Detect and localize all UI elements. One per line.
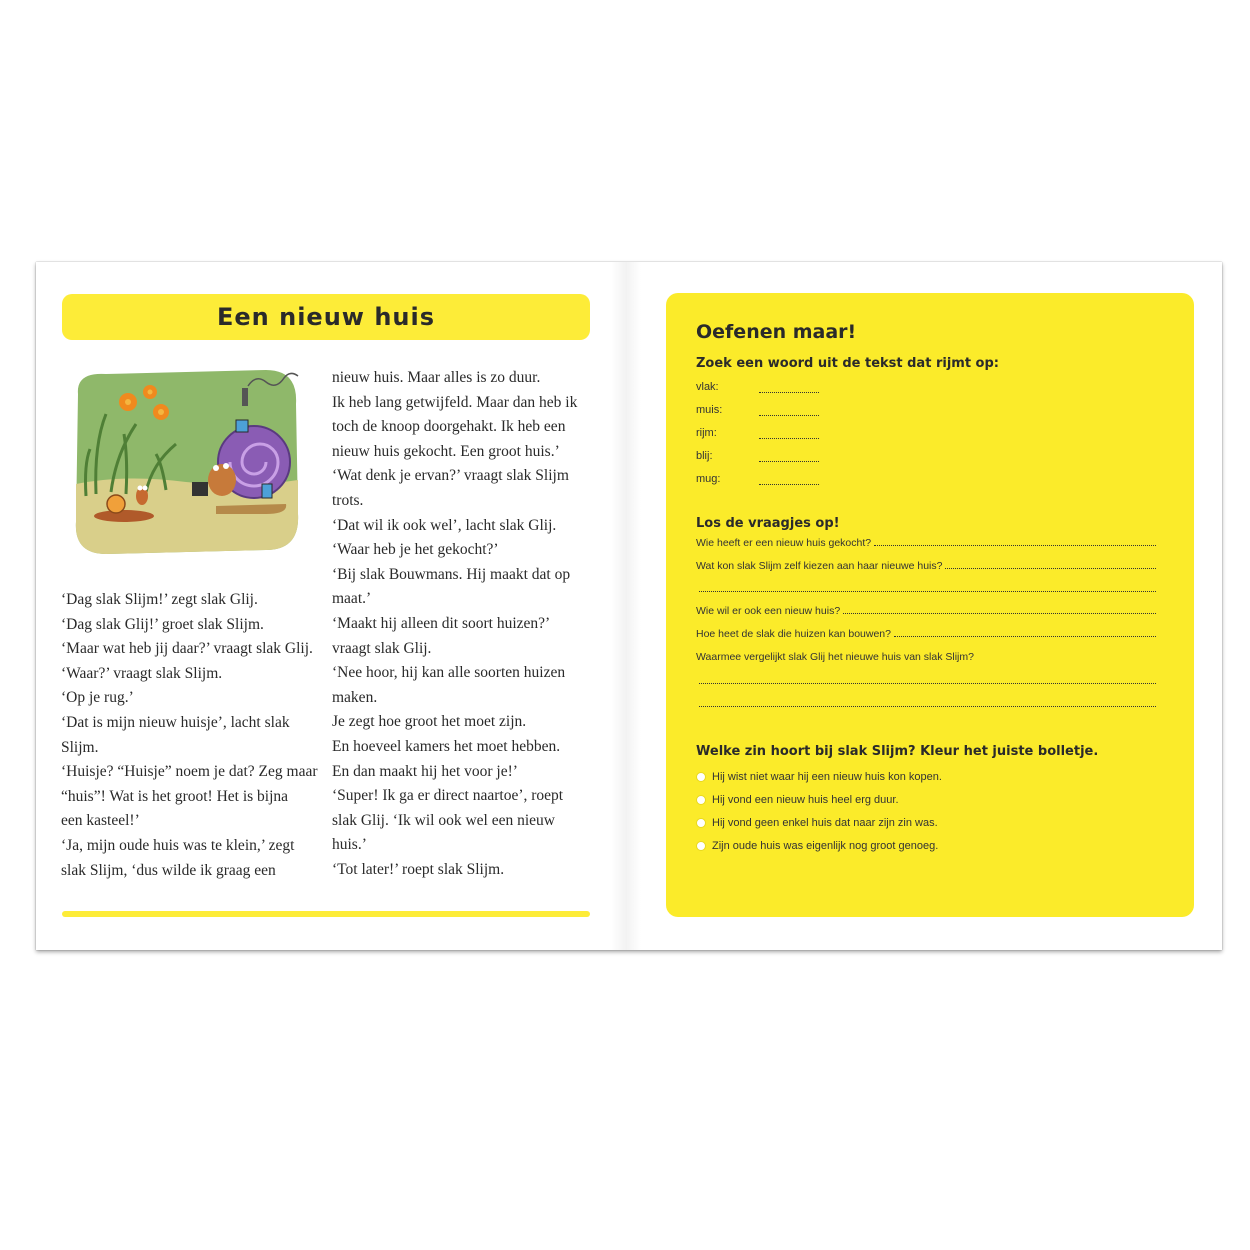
story-line: “huis”! Wat is het groot! Het is bijna — [61, 787, 289, 805]
snail-illustration — [66, 364, 302, 558]
rhyme-word: rijm: — [696, 427, 717, 439]
story-line: ‘Dag slak Glij!’ groet slak Slijm. — [61, 615, 264, 633]
rhyme-row[interactable] — [696, 378, 819, 396]
question-text: Wat kon slak Slijm zelf kiezen aan haar nieuwe huis? — [696, 560, 943, 572]
story-line: ‘Wat denk je ervan?’ vraagt slak Slijm — [332, 467, 569, 485]
title-bar — [62, 294, 590, 340]
answer-line[interactable] — [699, 706, 1156, 707]
story-line: vraagt slak Glij. — [332, 639, 432, 657]
story-line: trots. — [332, 491, 364, 509]
answer-line[interactable] — [843, 613, 1156, 614]
answer-line[interactable] — [894, 636, 1156, 637]
question-row[interactable] — [696, 577, 1156, 595]
story-line: ‘Maar wat heb jij daar?’ vraagt slak Glij. — [61, 640, 313, 658]
story-column-2 — [332, 366, 592, 882]
rhyme-row[interactable] — [696, 424, 819, 442]
answer-line[interactable] — [874, 545, 1156, 546]
answer-line[interactable] — [759, 451, 819, 462]
exercise-panel — [666, 293, 1194, 917]
answer-line[interactable] — [699, 683, 1156, 684]
page-title: Een nieuw huis — [217, 303, 435, 331]
story-line: huis.’ — [332, 836, 367, 854]
story-line: toch de knoop doorgehakt. Ik heb een — [332, 418, 566, 436]
story-line: slak Slijm, ‘dus wilde ik graag een — [61, 861, 276, 879]
rhyme-row[interactable] — [696, 401, 819, 419]
questions-heading: Los de vraagjes op! — [696, 516, 840, 531]
story-line: ‘Op je rug.’ — [61, 689, 134, 707]
exercise-title: Oefenen maar! — [696, 321, 857, 343]
choice-option[interactable] — [696, 791, 899, 809]
bottom-divider — [62, 911, 590, 917]
question-text: Wie wil er ook een nieuw huis? — [696, 605, 841, 617]
question-row — [696, 645, 1156, 663]
story-line: Slijm. — [61, 738, 99, 756]
story-line: ‘Bij slak Bouwmans. Hij maakt dat op — [332, 565, 571, 583]
story-line: ‘Ja, mijn oude huis was te klein,’ zegt — [61, 836, 295, 854]
question-row[interactable] — [696, 599, 1156, 617]
rhyme-word: vlak: — [696, 381, 719, 393]
story-line: En hoeveel kamers het moet hebben. — [332, 737, 561, 755]
story-line: ‘Dag slak Slijm!’ zegt slak Glij. — [61, 591, 258, 608]
answer-line[interactable] — [699, 591, 1156, 592]
choice-text: Hij wist niet waar hij een nieuw huis kon kopen. — [712, 771, 942, 783]
story-line: ‘Dat wil ik ook wel’, lacht slak Glij. — [332, 516, 557, 534]
answer-bullet-icon[interactable] — [696, 795, 706, 805]
story-column-1 — [61, 588, 329, 883]
story-line: ‘Super! Ik ga er direct naartoe’, roept — [332, 787, 564, 805]
question-text: Waarmee vergelijkt slak Glij het nieuwe huis van slak Slijm? — [696, 651, 974, 663]
story-line: ‘Waar?’ vraagt slak Slijm. — [61, 664, 223, 682]
question-row[interactable] — [696, 692, 1156, 710]
rhyme-word: blij: — [696, 450, 713, 462]
answer-line[interactable] — [759, 474, 819, 485]
answer-line[interactable] — [759, 428, 819, 439]
choice-heading: Welke zin hoort bij slak Slijm? Kleur het juiste bolletje. — [696, 744, 1099, 759]
story-line: En dan maakt hij het voor je!’ — [332, 762, 518, 780]
book-spread — [36, 262, 1222, 950]
story-line: ‘Maakt hij alleen dit soort huizen?’ — [332, 614, 551, 632]
question-row[interactable] — [696, 622, 1156, 640]
page-gutter — [611, 262, 641, 950]
story-line: een kasteel!’ — [61, 812, 140, 830]
answer-line[interactable] — [759, 382, 819, 393]
answer-bullet-icon[interactable] — [696, 818, 706, 828]
story-line: ‘Huisje? “Huisje” noem je dat? Zeg maar — [61, 763, 318, 781]
story-line: maken. — [332, 688, 378, 706]
story-line: ‘Nee hoor, hij kan alle soorten huizen — [332, 664, 566, 682]
story-line: ‘Tot later!’ roept slak Slijm. — [332, 860, 505, 878]
story-line: Je zegt hoe groot het moet zijn. — [332, 713, 527, 731]
answer-bullet-icon[interactable] — [696, 841, 706, 851]
rhyme-row[interactable] — [696, 447, 819, 465]
story-line: ‘Waar heb je het gekocht?’ — [332, 541, 499, 559]
story-line: maat.’ — [332, 590, 372, 608]
story-line: ‘Dat is mijn nieuw huisje’, lacht slak — [61, 713, 290, 731]
choice-option[interactable] — [696, 814, 938, 832]
answer-bullet-icon[interactable] — [696, 772, 706, 782]
rhyme-row[interactable] — [696, 470, 819, 488]
story-line: Ik heb lang getwijfeld. Maar dan heb ik — [332, 393, 578, 411]
question-row[interactable] — [696, 669, 1156, 687]
question-text: Wie heeft er een nieuw huis gekocht? — [696, 537, 872, 549]
choice-text: Zijn oude huis was eigenlijk nog groot genoeg. — [712, 840, 939, 852]
choice-option[interactable] — [696, 837, 938, 855]
question-row[interactable] — [696, 554, 1156, 572]
question-row[interactable] — [696, 531, 1156, 549]
choice-text: Hij vond geen enkel huis dat naar zijn zin was. — [712, 817, 938, 829]
rhyme-heading: Zoek een woord uit de tekst dat rijmt op: — [696, 356, 999, 371]
answer-line[interactable] — [759, 405, 819, 416]
story-line: nieuw huis. Maar alles is zo duur. — [332, 369, 541, 386]
story-line: slak Glij. ‘Ik wil ook wel een nieuw — [332, 811, 555, 829]
question-text: Hoe heet de slak die huizen kan bouwen? — [696, 628, 891, 640]
rhyme-word: mug: — [696, 473, 721, 485]
choice-option[interactable] — [696, 768, 942, 786]
rhyme-word: muis: — [696, 404, 723, 416]
answer-line[interactable] — [945, 568, 1156, 569]
choice-text: Hij vond een nieuw huis heel erg duur. — [712, 794, 899, 806]
story-line: nieuw huis gekocht. Een groot huis.’ — [332, 442, 560, 460]
